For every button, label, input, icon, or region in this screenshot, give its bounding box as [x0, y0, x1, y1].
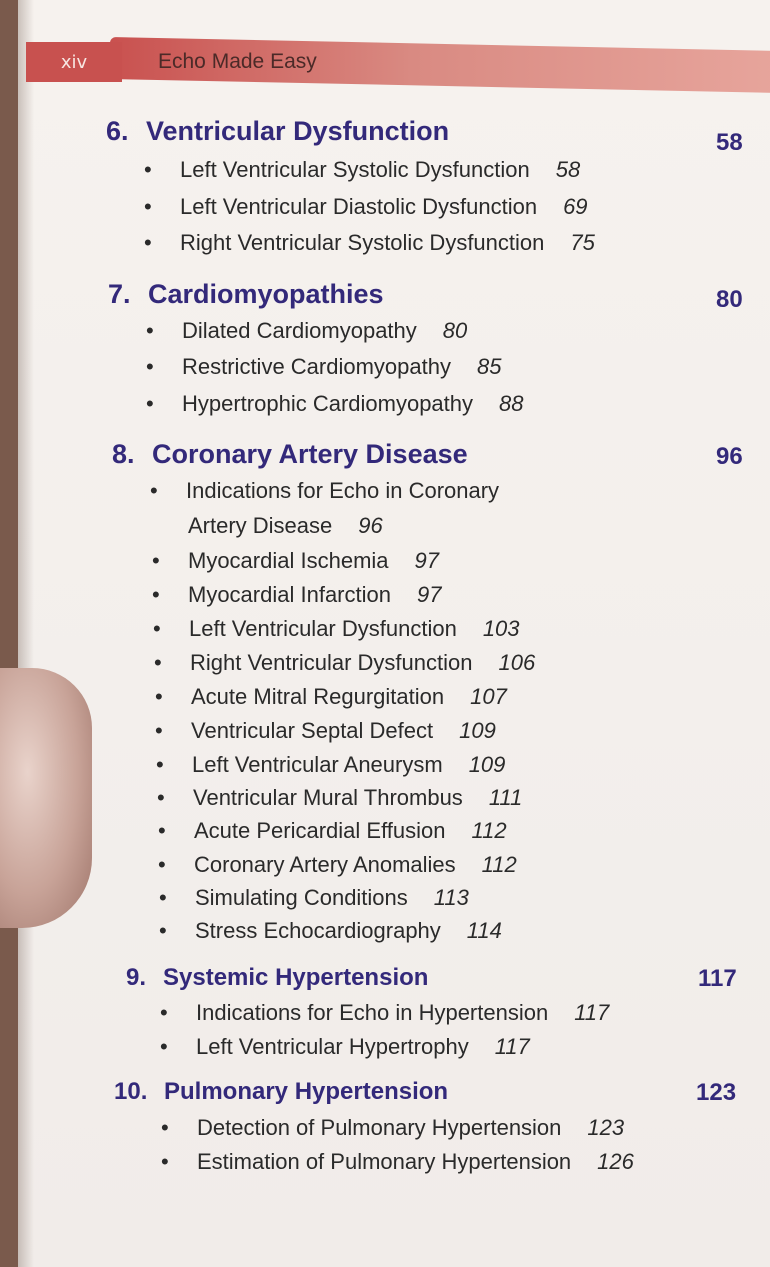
- chapter-title: Coronary Artery Disease: [152, 439, 468, 469]
- chapter-title: Systemic Hypertension: [163, 964, 429, 991]
- holding-finger: [0, 668, 92, 928]
- chapter-number: 7.: [108, 279, 131, 309]
- toc-entry: • Left Ventricular Hypertrophy 117: [160, 1034, 530, 1059]
- toc-entry: • Myocardial Infarction 97: [152, 582, 442, 607]
- toc-entry: • Restrictive Cardiomyopathy 85: [146, 354, 502, 379]
- toc-entry: • Indications for Echo in Coronary: [150, 478, 500, 503]
- toc-entry: • Hypertrophic Cardiomyopathy 88: [146, 391, 524, 416]
- toc-entry: • Right Ventricular Systolic Dysfunction 75: [144, 230, 595, 255]
- toc-entry: • Left Ventricular Dysfunction 103: [153, 616, 520, 641]
- chapter-page: 80: [716, 286, 743, 313]
- chapter-title: Pulmonary Hypertension: [164, 1078, 449, 1105]
- toc-entry: • Acute Pericardial Effusion 112: [158, 818, 507, 843]
- chapter-page: 123: [696, 1079, 737, 1106]
- toc-entry: • Coronary Artery Anomalies 112: [158, 852, 517, 877]
- chapter-number: 8.: [112, 439, 135, 469]
- header-page-number: xiv: [26, 42, 122, 82]
- toc-entry: • Detection of Pulmonary Hypertension 123: [161, 1115, 625, 1140]
- toc-entry: • Indications for Echo in Hypertension 117: [160, 1000, 610, 1025]
- toc-entry: • Simulating Conditions 113: [159, 885, 469, 910]
- chapter-number: 6.: [106, 116, 129, 146]
- chapter-title: Ventricular Dysfunction: [146, 116, 450, 146]
- chapter-page: 58: [716, 129, 743, 156]
- toc-entry: • Left Ventricular Aneurysm 109: [156, 752, 506, 777]
- toc-entry: • Left Ventricular Diastolic Dysfunction 69: [144, 194, 588, 219]
- toc-entry: • Estimation of Pulmonary Hypertension 126: [161, 1149, 634, 1174]
- toc-entry: • Dilated Cardiomyopathy 80: [146, 318, 468, 343]
- toc-entry: • Acute Mitral Regurgitation 107: [155, 684, 507, 709]
- chapter-page: 96: [716, 443, 743, 470]
- toc-entry: • Ventricular Mural Thrombus 111: [157, 785, 523, 810]
- toc-entry: • Stress Echocardiography 114: [159, 918, 502, 943]
- chapter-number: 9.: [126, 964, 147, 991]
- toc-entry: • Left Ventricular Systolic Dysfunction 58: [144, 157, 581, 182]
- chapter-page: 117: [698, 965, 737, 992]
- toc-entry: • Right Ventricular Dysfunction 106: [154, 650, 536, 675]
- toc-entry: • Ventricular Septal Defect 109: [155, 718, 496, 743]
- chapter-title: Cardiomyopathies: [148, 279, 384, 309]
- toc-entry-continuation: Artery Disease 96: [188, 513, 383, 538]
- toc-entry: • Myocardial Ischemia 97: [152, 548, 439, 573]
- chapter-number: 10.: [114, 1078, 148, 1105]
- header-book-title: Echo Made Easy: [158, 50, 317, 73]
